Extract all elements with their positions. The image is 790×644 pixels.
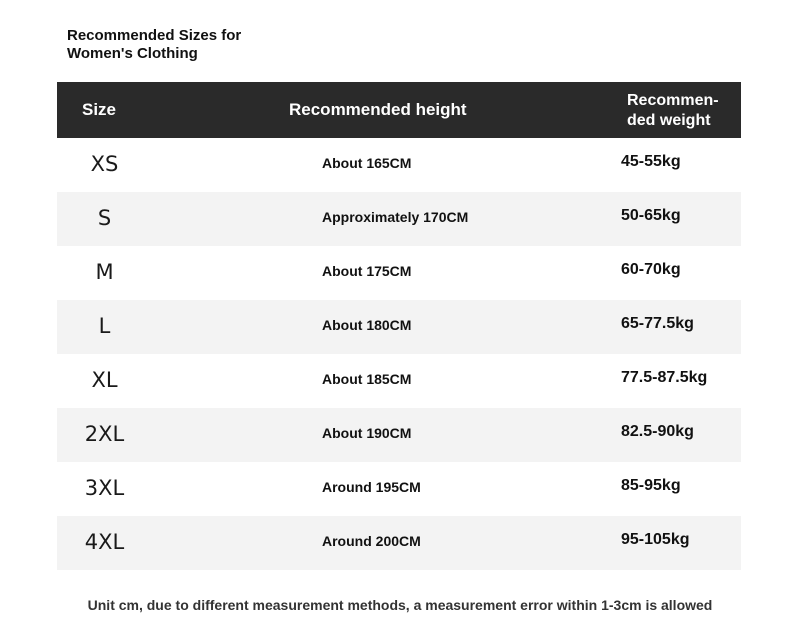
table-row xyxy=(57,246,741,300)
cell-size: 2XL xyxy=(84,422,125,446)
table-row xyxy=(57,354,741,408)
table-row xyxy=(57,138,741,192)
size-table xyxy=(57,82,741,570)
cell-height: Around 200CM xyxy=(322,533,421,549)
cell-weight: 82.5-90kg xyxy=(621,423,694,440)
cell-weight: 50-65kg xyxy=(621,207,681,224)
cell-height: About 180CM xyxy=(322,317,412,333)
header-weight-line-2: ded weight xyxy=(627,112,711,129)
cell-weight: 77.5-87.5kg xyxy=(621,369,708,386)
title-line-1: Recommended Sizes for xyxy=(67,27,242,44)
cell-height: Around 195CM xyxy=(322,479,421,495)
table-row xyxy=(57,192,741,246)
cell-height: About 165CM xyxy=(322,155,412,171)
cell-size: 4XL xyxy=(84,530,125,554)
header-weight xyxy=(627,91,737,131)
cell-size: M xyxy=(95,260,114,284)
cell-height: About 185CM xyxy=(322,371,412,387)
cell-height: About 190CM xyxy=(322,425,412,441)
cell-height: About 175CM xyxy=(322,263,412,279)
cell-weight: 45-55kg xyxy=(621,153,681,170)
header-weight-line-1: Recommen- xyxy=(627,92,719,109)
cell-size: L xyxy=(98,314,111,338)
cell-weight: 85-95kg xyxy=(621,477,681,494)
table-header xyxy=(57,82,741,138)
measurement-note: Unit cm, due to different measurement methods, a measurement error within 1-3cm is allowed xyxy=(87,597,713,613)
cell-size: XS xyxy=(90,152,119,176)
cell-weight: 60-70kg xyxy=(621,261,681,278)
cell-height: Approximately 170CM xyxy=(322,209,469,225)
table-row xyxy=(57,462,741,516)
table-row xyxy=(57,300,741,354)
title-line-2: Women's Clothing xyxy=(67,45,198,62)
cell-size: 3XL xyxy=(84,476,125,500)
table-row xyxy=(57,516,741,570)
cell-weight: 95-105kg xyxy=(621,531,690,548)
cell-size: XL xyxy=(91,368,118,392)
header-size: Size xyxy=(82,100,117,119)
cell-weight: 65-77.5kg xyxy=(621,315,694,332)
page-title xyxy=(67,27,241,63)
table-row xyxy=(57,408,741,462)
header-height: Recommended height xyxy=(289,100,467,119)
cell-size: S xyxy=(97,206,112,230)
